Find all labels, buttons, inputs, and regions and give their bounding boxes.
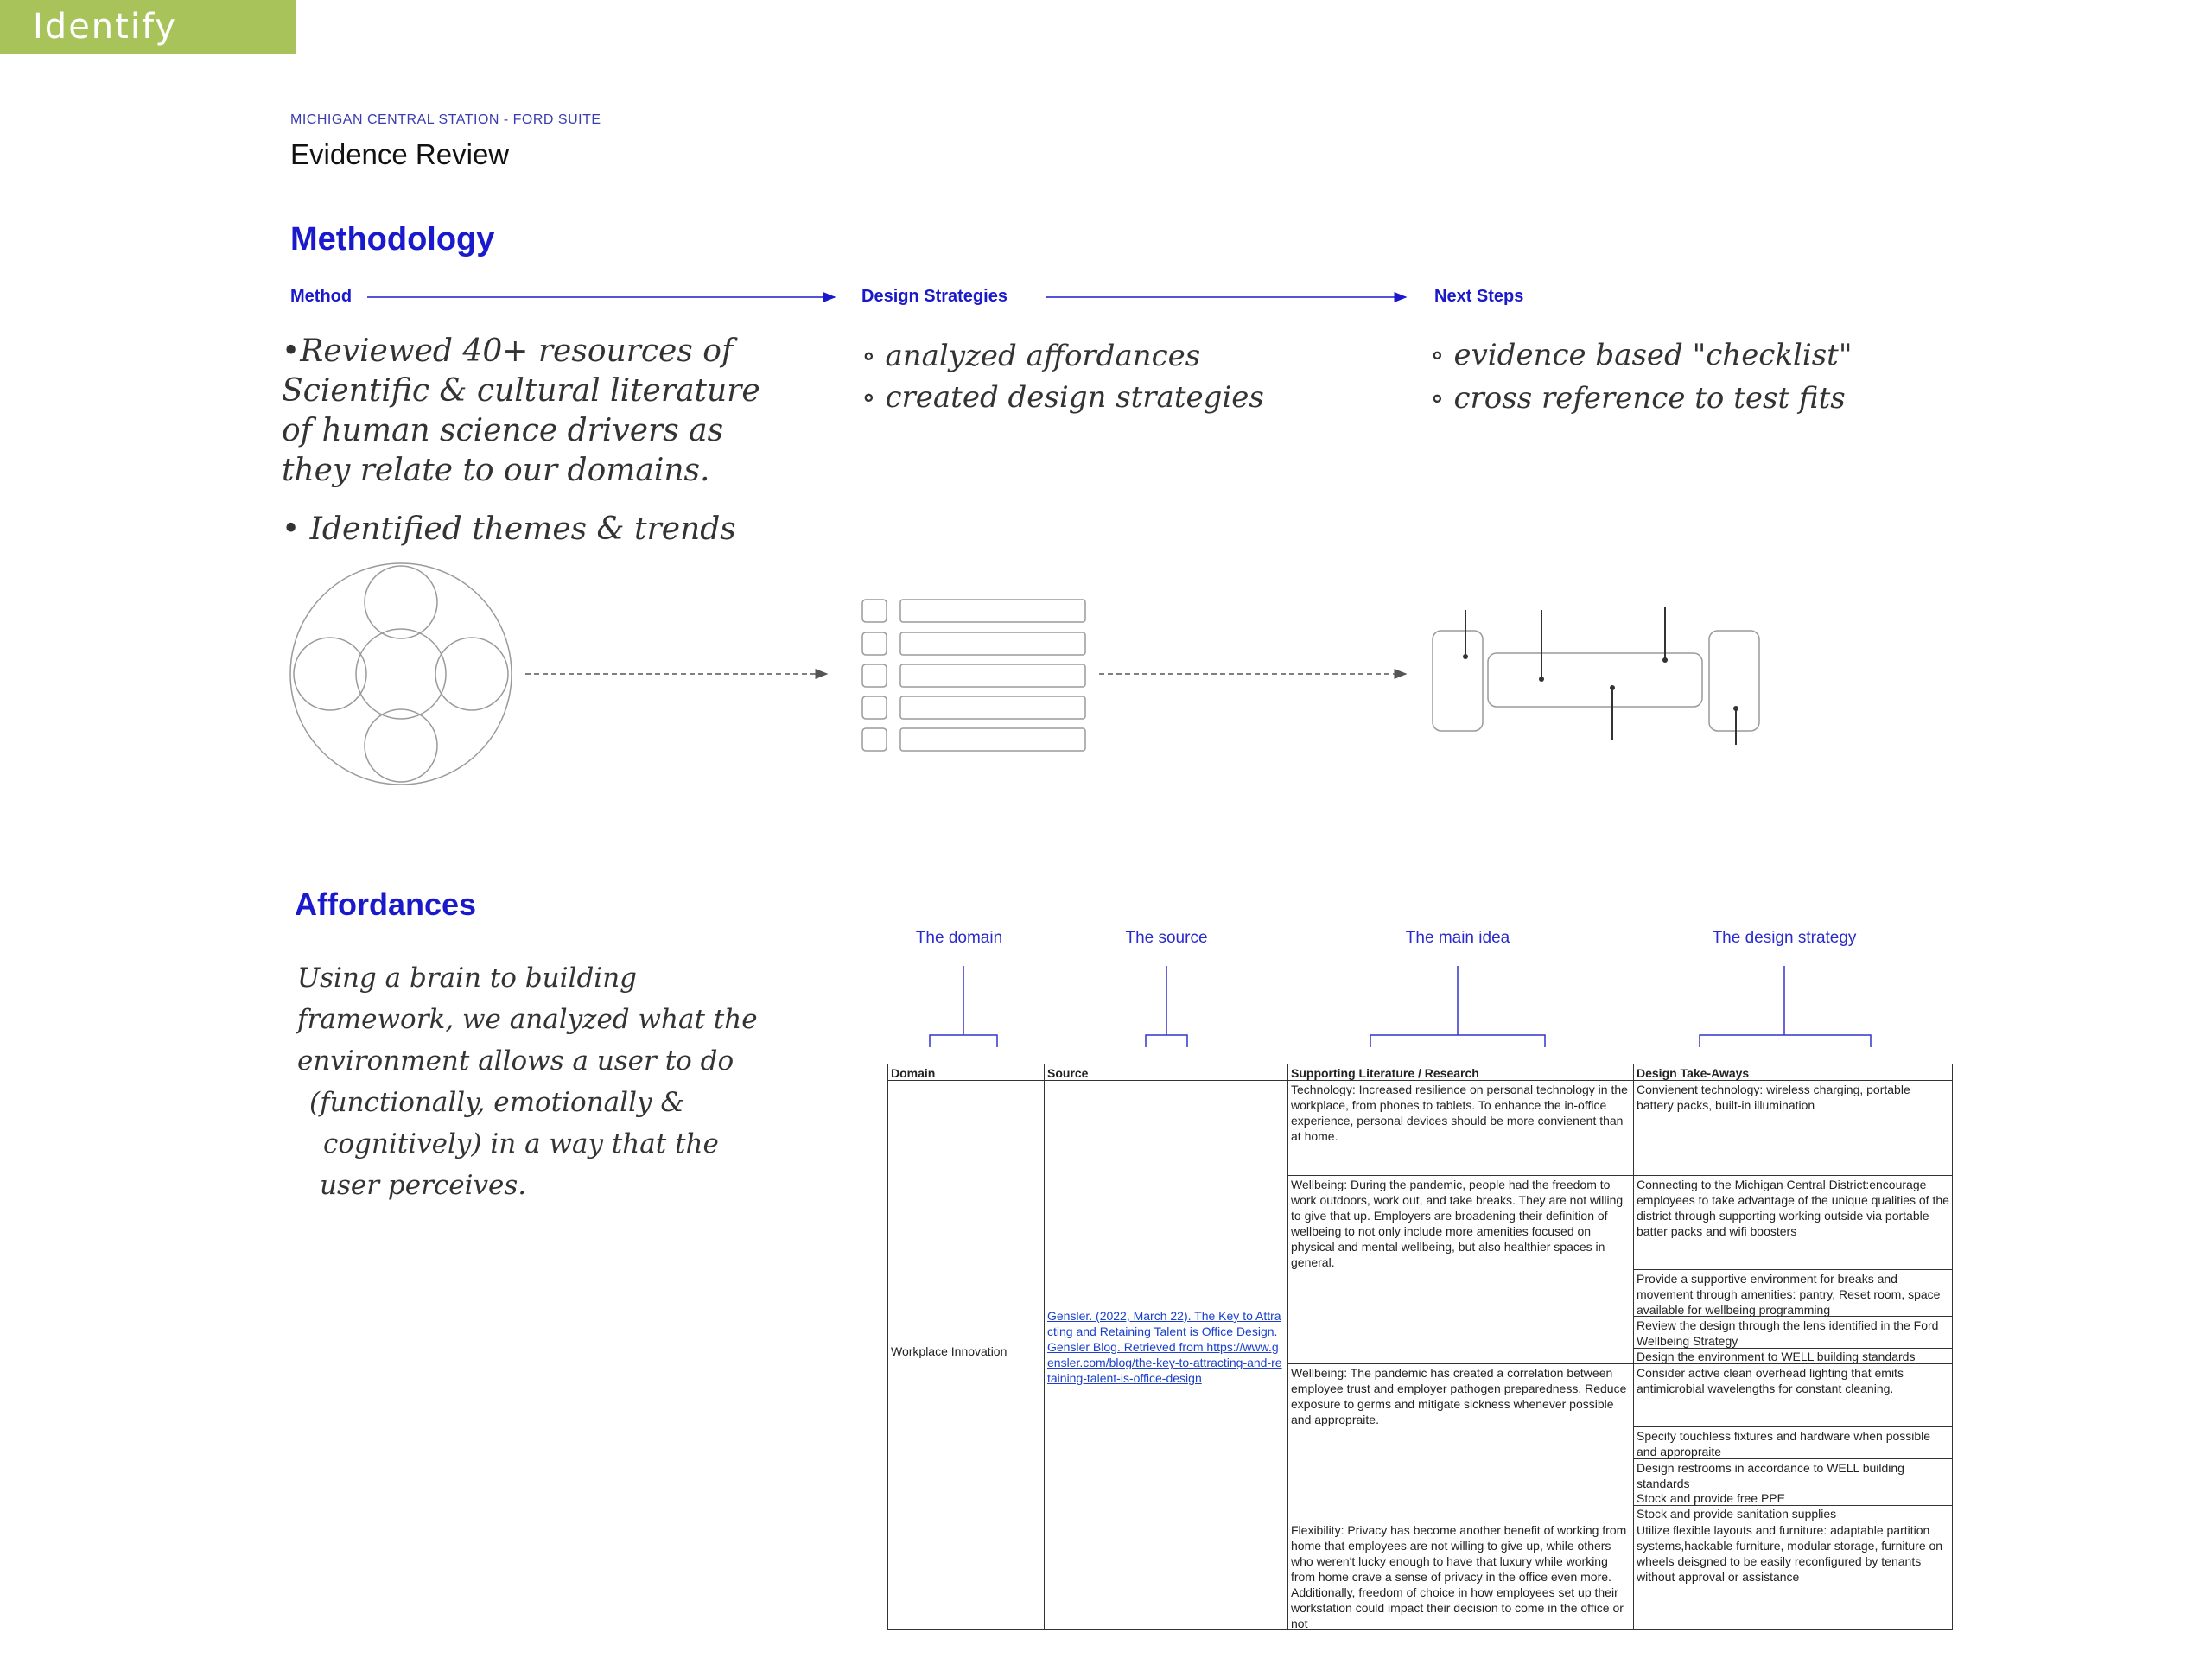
- page-title: Evidence Review: [290, 138, 510, 170]
- label-the-main-idea: The main idea: [1405, 929, 1510, 947]
- takeaway-cell: Design restrooms in accordance to WELL building standards: [1637, 1461, 1904, 1490]
- method-note-line: • Identified themes & trends: [282, 511, 736, 547]
- research-cell: Wellbeing: During the pandemic, people had the freedom to work outdoors, work out, and take breaks. They are not willing to give that up. Employers are broadening their definition of wellbeing to not only include more amenities focused on physical and mental wellbeing, but also healthier spaces in general.: [1291, 1178, 1624, 1269]
- affordance-note-line: user perceives.: [320, 1170, 527, 1201]
- phase-design-strategies-label: Design Strategies: [861, 287, 1007, 306]
- method-note-line: they relate to our domains.: [282, 453, 710, 488]
- takeaway-cell: Stock and provide sanitation supplies: [1637, 1507, 1837, 1521]
- takeaway-cell: Stock and provide free PPE: [1637, 1491, 1785, 1505]
- next-note-line: ∘ evidence based "checklist": [1430, 338, 1853, 372]
- affordance-note-line: environment allows a user to do: [297, 1045, 734, 1077]
- header-source: Source: [1047, 1066, 1089, 1080]
- header-research: Supporting Literature / Research: [1291, 1066, 1479, 1080]
- takeaway-cell: Design the environment to WELL building standards: [1637, 1350, 1916, 1363]
- takeaway-cell: Review the design through the lens identified in the Ford Wellbeing Strategy: [1637, 1318, 1939, 1348]
- research-cell: Technology: Increased resilience on personal technology in the workplace, from phones to tablets. To enhance the in-office experience, personal devices should be more convienent than at home.: [1291, 1083, 1628, 1143]
- methodology-heading: Methodology: [290, 221, 495, 257]
- design-note-line: ∘ created design strategies: [861, 380, 1264, 415]
- domain-cell: Workplace Innovation: [891, 1344, 1007, 1358]
- takeaway-cell: Specify touchless fixtures and hardware when possible and appropraite: [1637, 1429, 1931, 1458]
- affordance-note-line: Using a brain to building: [297, 962, 638, 994]
- affordance-note-line: (functionally, emotionally &: [309, 1087, 684, 1118]
- source-link[interactable]: Gensler. (2022, March 22). The Key to Attracting and Retaining Talent is Office Design. Gensler Blog. Retrieved from https://www.gensler.com/blog/the-key-to-attracting-and-retaining-talent-is-office-design: [1047, 1309, 1282, 1385]
- takeaway-cell: Convienent technology: wireless charging, portable battery packs, built-in illumination: [1637, 1083, 1910, 1112]
- method-note-line: Scientific & cultural literature: [282, 373, 760, 409]
- takeaway-cell: Utilize flexible layouts and furniture: adaptable partition systems,hackable furniture, modular storage, furniture on wheels deisgned to be easily reconfigured by tenants without approval or assistance: [1637, 1523, 1943, 1584]
- col-domain: [888, 1064, 1045, 1629]
- phase-method-label: Method: [290, 287, 353, 306]
- takeaway-cell: Connecting to the Michigan Central District:encourage employees to take advantage of the unique qualities of the district through supporting working outside via portable batter packs and wifi boosters: [1637, 1178, 1949, 1238]
- col-takeaways: [1634, 1064, 1952, 1629]
- research-cell: Flexibility: Privacy has become another benefit of working from home that employees are not willing to give up, while others who weren't lucky enough to have that luxury while working from home crave a sense of privacy in the office even more. Additionally, freedom of choice in how employees set up their workstation could impact their decision to come in the office or not: [1291, 1523, 1627, 1630]
- research-cell: Wellbeing: The pandemic has created a correlation between employee trust and employer pathogen preparedness. Reduce exposure to germs and mitigate sickness whenever possible and appropraite.: [1291, 1366, 1627, 1426]
- section-tag: Identify: [0, 0, 296, 54]
- next-note-line: ∘ cross reference to test fits: [1430, 381, 1846, 416]
- label-the-domain: The domain: [915, 929, 1003, 947]
- design-note-line: ∘ analyzed affordances: [861, 339, 1201, 373]
- header-takeaways: Design Take-Aways: [1637, 1066, 1750, 1080]
- takeaway-cell: Consider active clean overhead lighting that emits antimicrobial wavelengths for constant cleaning.: [1637, 1366, 1904, 1395]
- method-note-line: of human science drivers as: [282, 413, 724, 448]
- label-the-design-strategy: The design strategy: [1712, 929, 1857, 947]
- method-note-line: •Reviewed 40+ resources of: [282, 334, 734, 369]
- col-source: [1045, 1064, 1288, 1629]
- affordance-note-line: framework, we analyzed what the: [297, 1004, 758, 1035]
- affordance-note-line: cognitively) in a way that the: [323, 1128, 719, 1159]
- takeaway-cell: Provide a supportive environment for breaks and movement through amenities: pantry, Reset room, space available for wellbeing programming: [1637, 1272, 1941, 1317]
- phase-next-steps-label: Next Steps: [1434, 287, 1524, 306]
- col-research: [1288, 1064, 1634, 1629]
- affordances-heading: Affordances: [295, 886, 477, 922]
- label-the-source: The source: [1125, 929, 1208, 947]
- header-domain: Domain: [891, 1066, 936, 1080]
- project-kicker: MICHIGAN CENTRAL STATION - FORD SUITE: [290, 112, 601, 127]
- evidence-table: [887, 1064, 1953, 1630]
